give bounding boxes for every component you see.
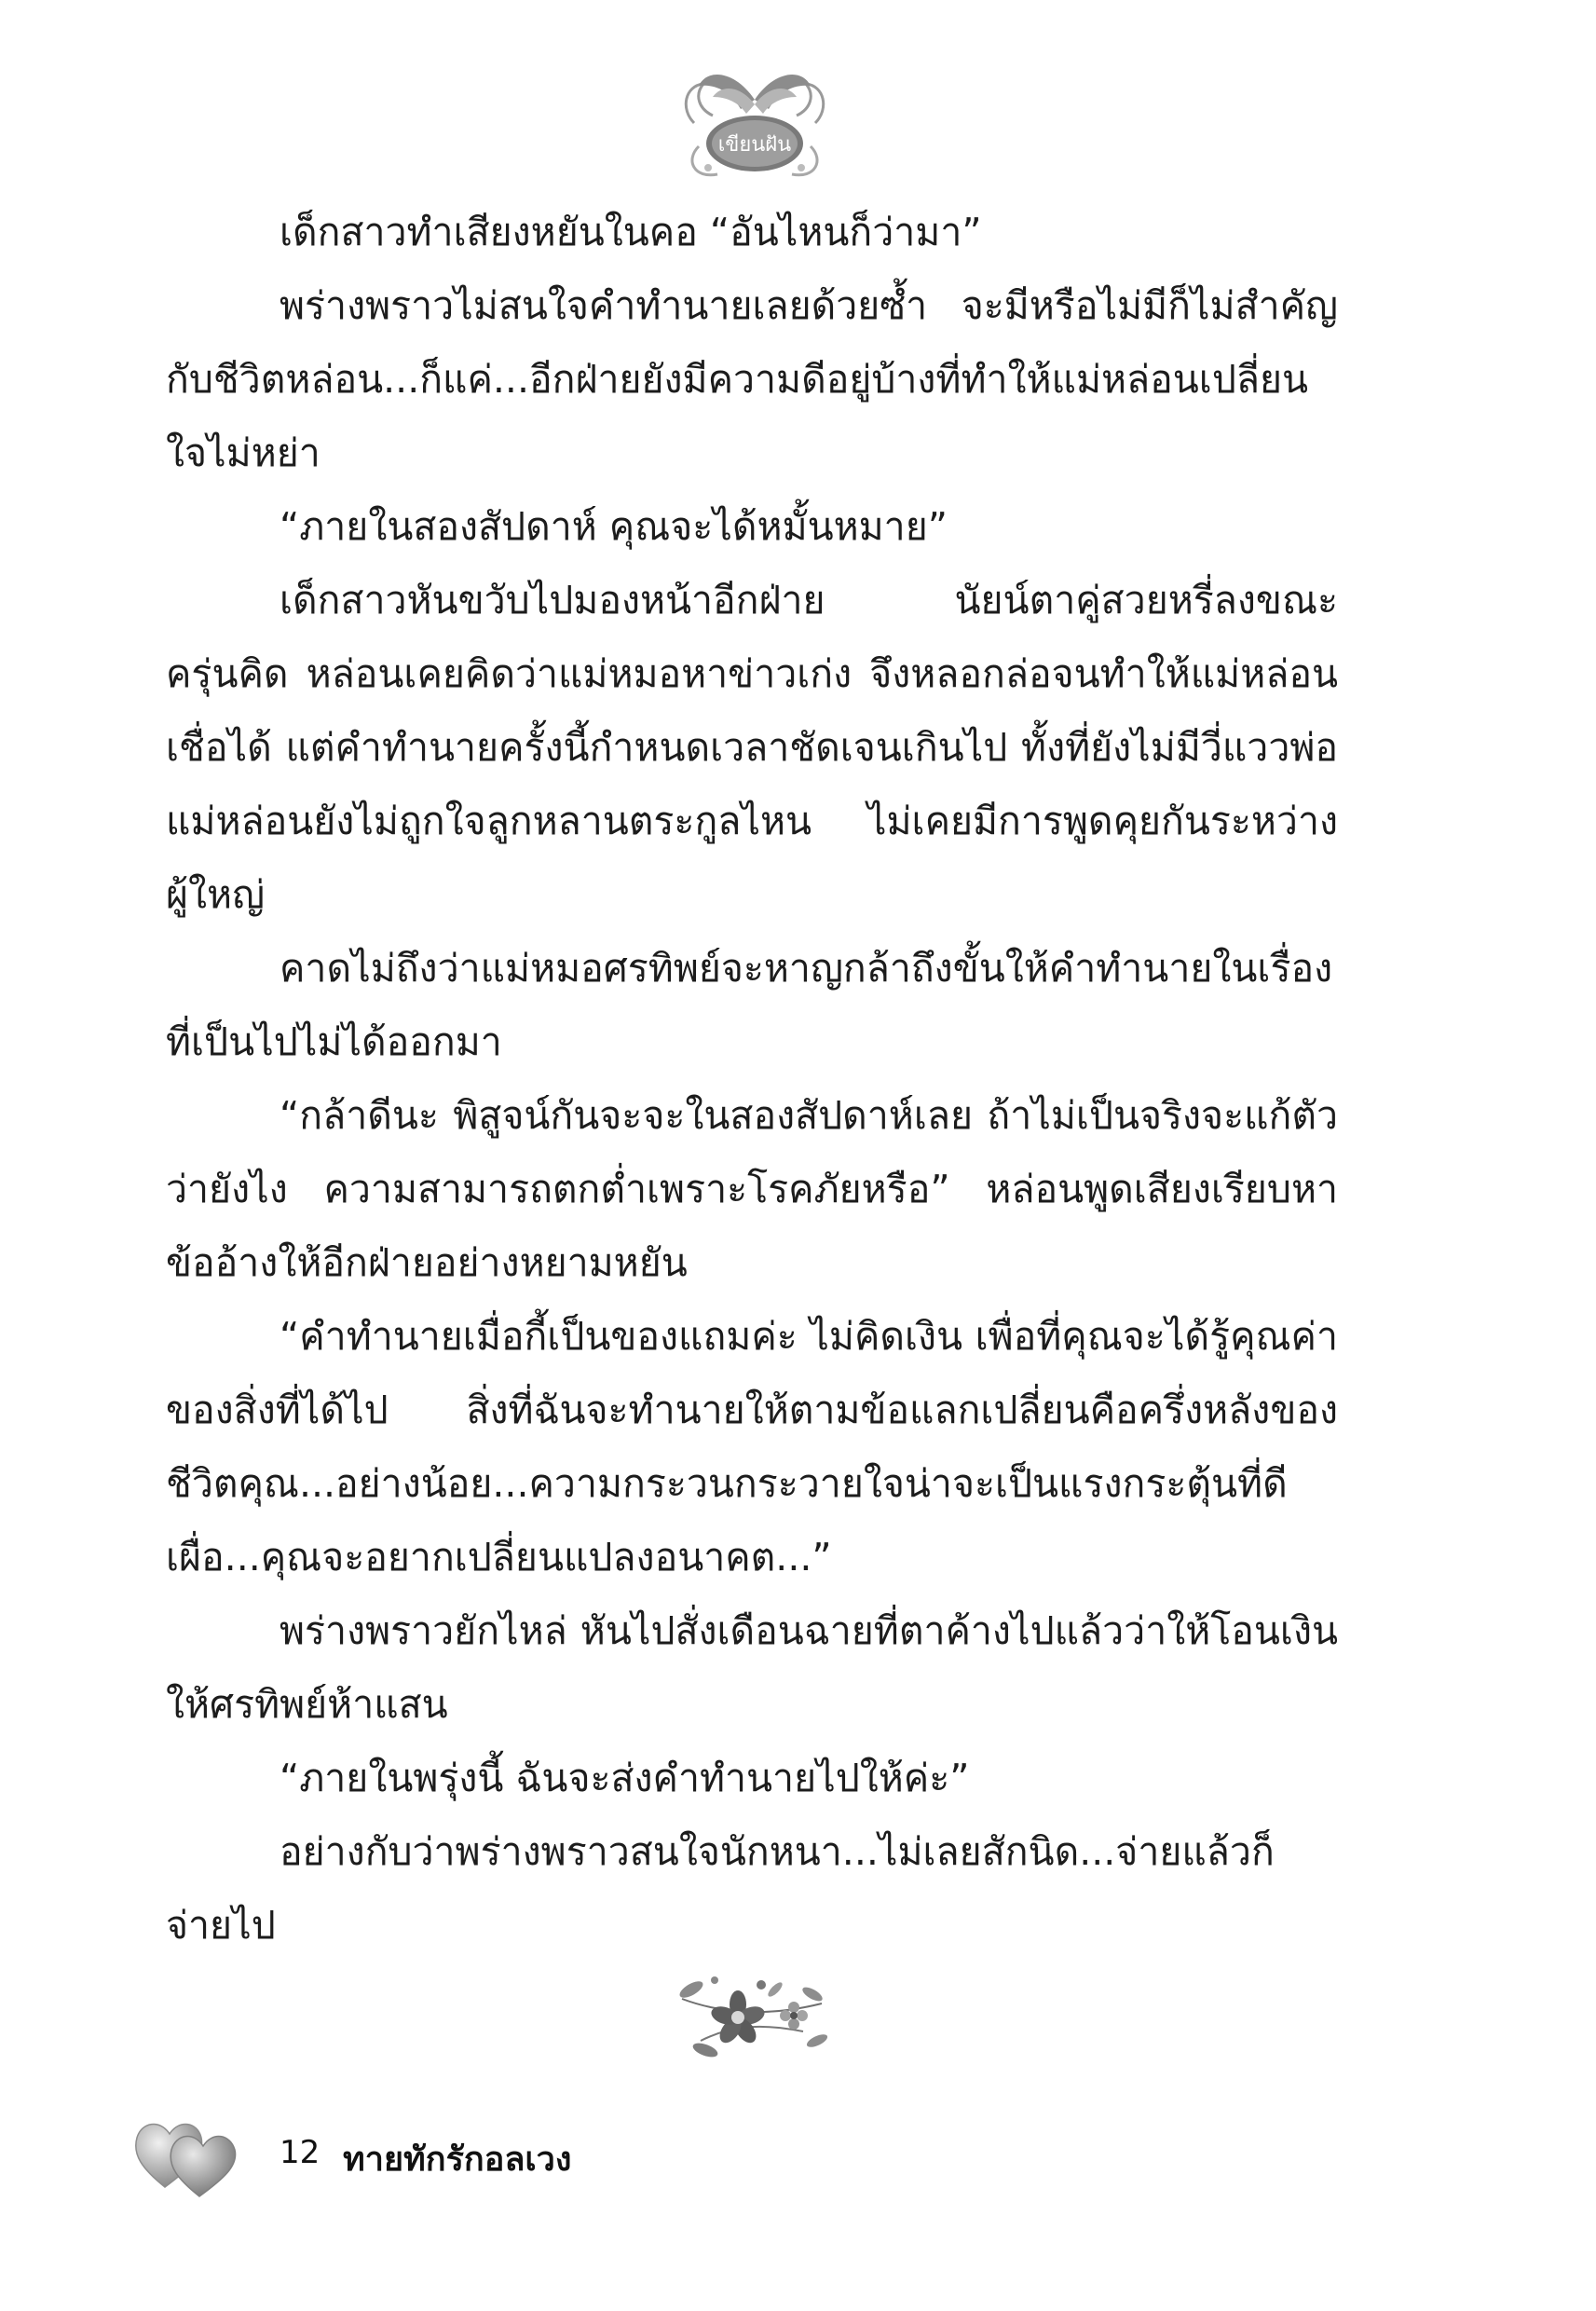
logo-text: เขียนฝัน bbox=[717, 133, 792, 157]
paragraph-7: “คำทำนายเมื่อกี้เป็นของแถมค่ะ ไม่คิดเงิน เพื่อที่คุณจะได้รู้คุณค่าของสิ่งที่ได้ไป สิ่งที่ฉันจะทำนายให้ตามข้อแลกเปลี่ยนคือครึ่งหลังของชีวิตคุณ...อย่างน้อย...ความกระวนกระวายใจน่าจะเป็นแรงกระตุ้นที่ดี เผื่อ...คุณจะอยากเปลี่ยนแปลงอนาคต...” bbox=[166, 1314, 1338, 1579]
paragraph-2: พร่างพราวไม่สนใจคำทำนายเลยด้วยซ้ำ จะมีหรือไม่มีก็ไม่สำคัญกับชีวิตหล่อน...ก็แค่...อีกฝ่ายยังมีความดีอยู่บ้างที่ทำให้แม่หล่อนเปลี่ยนใจไม่หย่า bbox=[166, 283, 1338, 475]
paragraph-6: “กล้าดีนะ พิสูจน์กันจะจะในสองสัปดาห์เลย ถ้าไม่เป็นจริงจะแก้ตัวว่ายังไง ความสามารถตกต่ำเพราะโรคภัยหรือ” หล่อนพูดเสียงเรียบหาข้ออ้างให้อีกฝ่ายอย่างหยามหยัน bbox=[166, 1093, 1338, 1285]
page-number: 12 bbox=[280, 2134, 321, 2171]
paragraph-4: เด็กสาวหันขวับไปมองหน้าอีกฝ่าย นัยน์ตาคู่สวยหรี่ลงขณะครุ่นคิด หล่อนเคยคิดว่าแม่หมอหาข่าวเก่ง จึงหลอกล่อจนทำให้แม่หล่อนเชื่อได้ แต่คำทำนายครั้งนี้กำหนดเวลาชัดเจนเกินไป ทั้งที่ยังไม่มีวี่แววพ่อแม่หล่อนยังไม่ถูกใจลูกหลานตระกูลไหน ไม่เคยมีการพูดคุยกันระหว่างผู้ใหญ่ bbox=[166, 578, 1338, 917]
winged-emblem-icon bbox=[675, 58, 834, 188]
paragraph-3: “ภายในสองสัปดาห์ คุณจะได้หมั้นหมาย” bbox=[280, 504, 948, 549]
hearts-icon bbox=[132, 2108, 242, 2201]
paragraph-5: คาดไม่ถึงว่าแม่หมอศรทิพย์จะหาญกล้าถึงขั้นให้คำทำนายในเรื่องที่เป็นไปไม่ได้ออกมา bbox=[166, 946, 1333, 1064]
paragraph-9: “ภายในพรุ่งนี้ ฉันจะส่งคำทำนายไปให้ค่ะ” bbox=[280, 1756, 970, 1800]
paragraph-8: พร่างพราวยักไหล่ หันไปสั่งเดือนฉายที่ตาค้างไปแล้วว่าให้โอนเงินให้ศรทิพย์ห้าแสน bbox=[166, 1608, 1338, 1727]
body-text bbox=[166, 196, 1338, 1962]
floral-ornament-icon bbox=[663, 1962, 840, 2064]
book-title: ทายทักรักอลเวง bbox=[343, 2140, 572, 2179]
paragraph-10: อย่างกับว่าพร่างพราวสนใจนักหนา...ไม่เลยสักนิด...จ่ายแล้วก็จ่ายไป bbox=[166, 1829, 1275, 1948]
paragraph-1: เด็กสาวทำเสียงหยันในคอ “อันไหนก็ว่ามา” bbox=[280, 210, 982, 254]
